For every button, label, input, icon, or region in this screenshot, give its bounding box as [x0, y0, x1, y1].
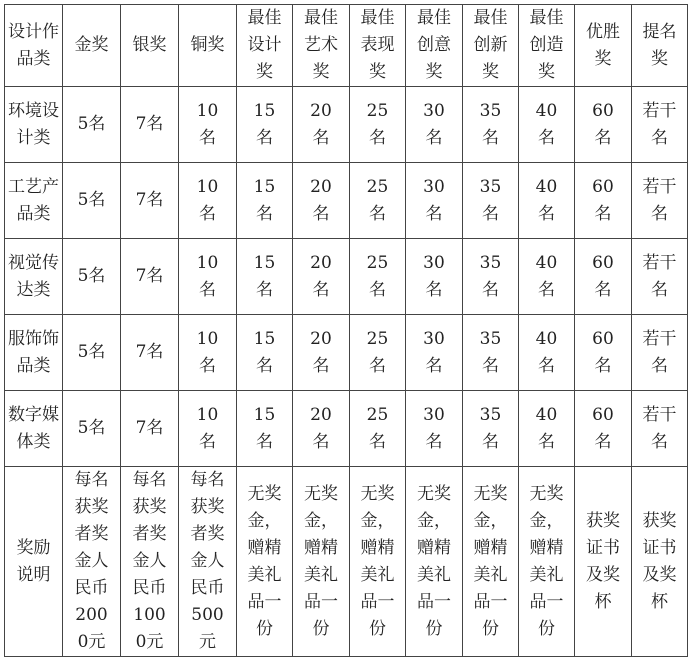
header-cell [237, 5, 293, 87]
cell-value: 7名 [135, 190, 164, 210]
cell-value: 25名 [366, 328, 389, 376]
table-cell [632, 315, 688, 391]
cell-value: 30名 [423, 176, 445, 224]
table-cell [519, 315, 575, 391]
cell-value: 7名 [135, 114, 164, 134]
cell-value: 60名 [592, 404, 614, 452]
table-cell [575, 87, 632, 163]
cell-value: 若干名 [642, 328, 677, 376]
cell-value: 35名 [479, 328, 502, 376]
table-cell [179, 467, 237, 657]
cell-value: 7名 [135, 418, 164, 438]
table-cell [293, 467, 350, 657]
header-cell [519, 5, 575, 87]
cell-value: 若干名 [642, 100, 677, 148]
table-cell [179, 163, 237, 239]
cell-value: 10名 [196, 100, 219, 148]
header-cell [463, 5, 519, 87]
cell-value: 30名 [423, 100, 445, 148]
cell-value: 5名 [77, 114, 106, 134]
table-row [5, 87, 688, 163]
cell-value: 15名 [253, 328, 276, 376]
table-cell [350, 315, 406, 391]
table-cell [179, 391, 237, 467]
table-cell [632, 391, 688, 467]
table-cell [63, 391, 121, 467]
header-excellence: 优胜奖 [586, 21, 620, 69]
header-nomination: 提名奖 [642, 21, 677, 69]
note-best-design: 无奖金，赠精美礼品一份 [247, 483, 282, 639]
row-category: 视觉传达类 [8, 252, 59, 300]
table-cell [179, 87, 237, 163]
cell-value: 10名 [196, 328, 219, 376]
table-cell [406, 239, 463, 315]
table-cell [463, 163, 519, 239]
header-cell [121, 5, 179, 87]
note-best-performance: 无奖金，赠精美礼品一份 [360, 483, 395, 639]
cell-value: 10名 [196, 176, 219, 224]
table-cell [406, 391, 463, 467]
cell-value: 5名 [77, 190, 106, 210]
notes-row [5, 467, 688, 657]
table-cell [350, 87, 406, 163]
cell-value: 10名 [196, 252, 219, 300]
table-cell [5, 391, 63, 467]
table-cell [5, 315, 63, 391]
table-cell [406, 87, 463, 163]
header-cell [575, 5, 632, 87]
cell-value: 7名 [135, 342, 164, 362]
table-cell [63, 87, 121, 163]
table-cell [519, 163, 575, 239]
cell-value: 20名 [310, 176, 332, 224]
table-cell [632, 87, 688, 163]
note-best-creativity: 无奖金，赠精美礼品一份 [417, 483, 451, 639]
table-cell [63, 315, 121, 391]
table-cell [293, 163, 350, 239]
table-cell [237, 315, 293, 391]
table-cell [237, 391, 293, 467]
cell-value: 40名 [535, 404, 558, 452]
table-row [5, 163, 688, 239]
table-cell [350, 391, 406, 467]
table-cell [575, 315, 632, 391]
cell-value: 20名 [310, 404, 332, 452]
header-cell [406, 5, 463, 87]
header-gold: 金奖 [74, 35, 109, 55]
cell-value: 60名 [592, 176, 614, 224]
note-best-innovation: 无奖金，赠精美礼品一份 [473, 483, 508, 639]
cell-value: 15名 [253, 252, 276, 300]
cell-value: 若干名 [642, 176, 677, 224]
table-cell [63, 163, 121, 239]
header-cell [5, 5, 63, 87]
table-cell [63, 239, 121, 315]
table-cell [293, 391, 350, 467]
table-cell [575, 239, 632, 315]
cell-value: 20名 [310, 328, 332, 376]
table-cell [5, 239, 63, 315]
header-best-design: 最佳设计奖 [247, 8, 282, 82]
row-category: 服饰饰品类 [8, 328, 59, 376]
cell-value: 60名 [592, 328, 614, 376]
cell-value: 25名 [366, 252, 389, 300]
row-category: 环境设计类 [8, 100, 59, 148]
header-best-innovation: 最佳创新奖 [473, 8, 508, 82]
cell-value: 15名 [253, 404, 276, 452]
cell-value: 25名 [366, 176, 389, 224]
header-silver: 银奖 [132, 35, 167, 55]
note-gold: 每名获奖者奖金人民币2000元 [74, 470, 109, 652]
table-cell [121, 239, 179, 315]
table-cell [121, 315, 179, 391]
header-best-art: 最佳艺术奖 [304, 8, 338, 82]
table-cell [463, 391, 519, 467]
table-cell [519, 239, 575, 315]
table-cell [179, 315, 237, 391]
table-cell [237, 87, 293, 163]
cell-value: 35名 [479, 252, 502, 300]
table-cell [463, 239, 519, 315]
table-cell [406, 467, 463, 657]
awards-table [4, 4, 688, 657]
header-category: 设计作品类 [8, 21, 59, 69]
table-cell [463, 467, 519, 657]
header-best-creativity: 最佳创意奖 [417, 8, 451, 82]
header-cell [293, 5, 350, 87]
table-cell [519, 87, 575, 163]
table-row [5, 391, 688, 467]
table-cell [179, 239, 237, 315]
note-excellence: 获奖证书及奖杯 [586, 510, 620, 612]
note-nomination: 获奖证书及奖杯 [642, 510, 677, 612]
cell-value: 40名 [535, 328, 558, 376]
table-cell [350, 163, 406, 239]
cell-value: 60名 [592, 252, 614, 300]
table-cell [632, 239, 688, 315]
cell-value: 35名 [479, 176, 502, 224]
table-cell [632, 163, 688, 239]
table-cell [237, 467, 293, 657]
header-cell [179, 5, 237, 87]
cell-value: 25名 [366, 100, 389, 148]
note-silver: 每名获奖者奖金人民币1000元 [132, 470, 167, 652]
row-category: 数字媒体类 [8, 404, 59, 452]
table-cell [121, 87, 179, 163]
cell-value: 5名 [77, 342, 106, 362]
cell-value: 7名 [135, 266, 164, 286]
note-bronze: 每名获奖者奖金人民币500元 [190, 470, 225, 652]
table-cell [575, 163, 632, 239]
table-cell [519, 467, 575, 657]
cell-value: 30名 [423, 404, 445, 452]
table-cell [406, 315, 463, 391]
table-cell [406, 163, 463, 239]
cell-value: 20名 [310, 100, 332, 148]
table-cell [463, 87, 519, 163]
cell-value: 25名 [366, 404, 389, 452]
table-row [5, 239, 688, 315]
table-cell [5, 467, 63, 657]
table-cell [293, 87, 350, 163]
cell-value: 10名 [196, 404, 219, 452]
header-cell [632, 5, 688, 87]
cell-value: 15名 [253, 100, 276, 148]
table-cell [575, 391, 632, 467]
header-bronze: 铜奖 [190, 35, 225, 55]
table-cell [5, 163, 63, 239]
cell-value: 60名 [592, 100, 614, 148]
table-cell [632, 467, 688, 657]
cell-value: 40名 [535, 100, 558, 148]
cell-value: 5名 [77, 418, 106, 438]
cell-value: 40名 [535, 176, 558, 224]
cell-value: 35名 [479, 404, 502, 452]
row-category: 工艺产品类 [8, 176, 59, 224]
cell-value: 40名 [535, 252, 558, 300]
table-cell [575, 467, 632, 657]
table-cell [293, 315, 350, 391]
table-cell [237, 163, 293, 239]
table-cell [350, 239, 406, 315]
table-row [5, 315, 688, 391]
header-cell [63, 5, 121, 87]
table-cell [63, 467, 121, 657]
cell-value: 20名 [310, 252, 332, 300]
cell-value: 30名 [423, 252, 445, 300]
table-cell [121, 467, 179, 657]
header-cell [350, 5, 406, 87]
table-cell [237, 239, 293, 315]
note-best-creation: 无奖金，赠精美礼品一份 [529, 483, 564, 639]
cell-value: 35名 [479, 100, 502, 148]
header-row [5, 5, 688, 87]
table-cell [350, 467, 406, 657]
notes-label: 奖励说明 [16, 537, 51, 585]
table-cell [519, 391, 575, 467]
table-cell [5, 87, 63, 163]
cell-value: 若干名 [642, 252, 677, 300]
header-best-creation: 最佳创造奖 [529, 8, 564, 82]
cell-value: 15名 [253, 176, 276, 224]
note-best-art: 无奖金，赠精美礼品一份 [304, 483, 338, 639]
cell-value: 30名 [423, 328, 445, 376]
table-cell [121, 391, 179, 467]
header-best-performance: 最佳表现奖 [360, 8, 395, 82]
table-cell [121, 163, 179, 239]
cell-value: 5名 [77, 266, 106, 286]
table-cell [293, 239, 350, 315]
cell-value: 若干名 [642, 404, 677, 452]
table-cell [463, 315, 519, 391]
